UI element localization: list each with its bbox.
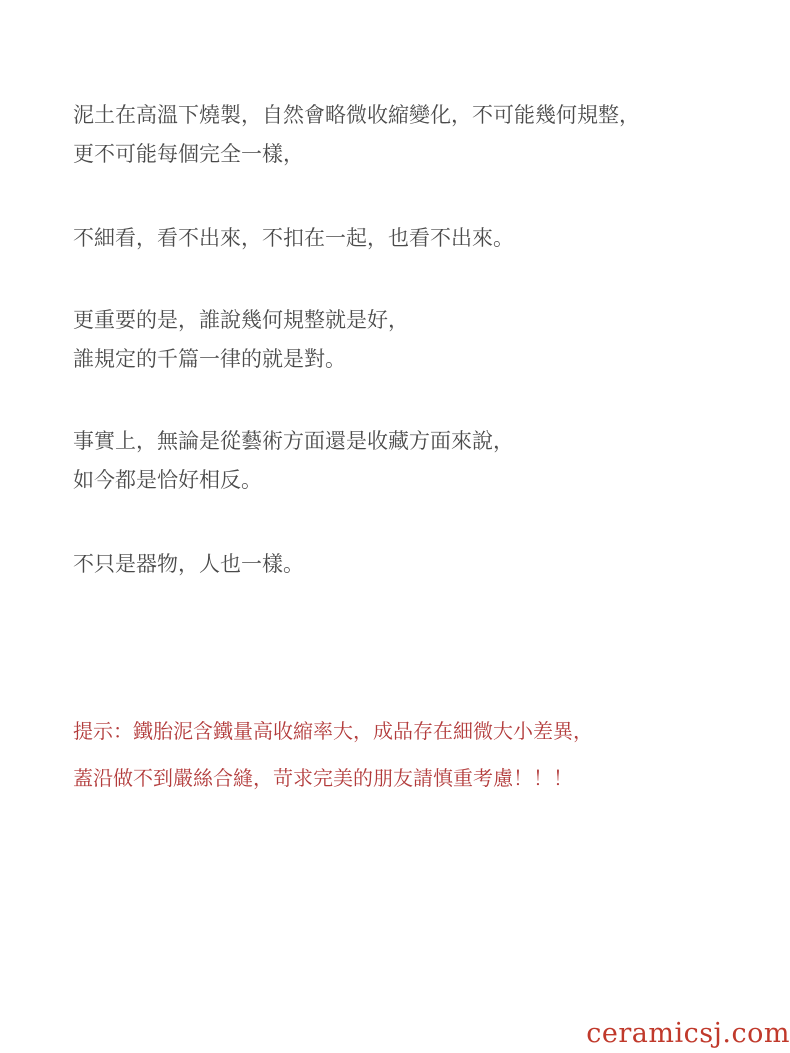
- paragraph-line: 更不可能每個完全一樣，: [73, 142, 304, 166]
- paragraph-people-too: [73, 545, 763, 584]
- paragraph-importance: [73, 301, 763, 379]
- article-body: [73, 96, 763, 584]
- paragraph-line: 更重要的是，誰說幾何規整就是好，: [73, 308, 409, 332]
- paragraph-line: 事實上，無論是從藝術方面還是收藏方面來說，: [73, 429, 514, 453]
- paragraph-line: 不只是器物，人也一樣。: [73, 552, 304, 576]
- paragraph-not-noticeable: [73, 219, 763, 258]
- paragraph-line: 誰規定的千篇一律的就是對。: [73, 347, 346, 371]
- paragraph-line: 不細看，看不出來，不扣在一起，也看不出來。: [73, 226, 514, 250]
- paragraph-line: 泥土在高溫下燒製，自然會略微收縮變化，不可能幾何規整，: [73, 103, 640, 127]
- notice-line: 蓋沿做不到嚴絲合縫，苛求完美的朋友請慎重考慮！！！: [73, 766, 573, 790]
- paragraph-line: 如今都是恰好相反。: [73, 468, 262, 492]
- notice-line: 提示：鐵胎泥含鐵量高收縮率大，成品存在細微大小差異，: [73, 719, 593, 743]
- paragraph-in-fact: [73, 422, 763, 500]
- paragraph-firing-shrinkage: [73, 96, 763, 174]
- site-watermark: ceramicsj.com: [586, 1018, 790, 1049]
- notice-text: [73, 708, 763, 802]
